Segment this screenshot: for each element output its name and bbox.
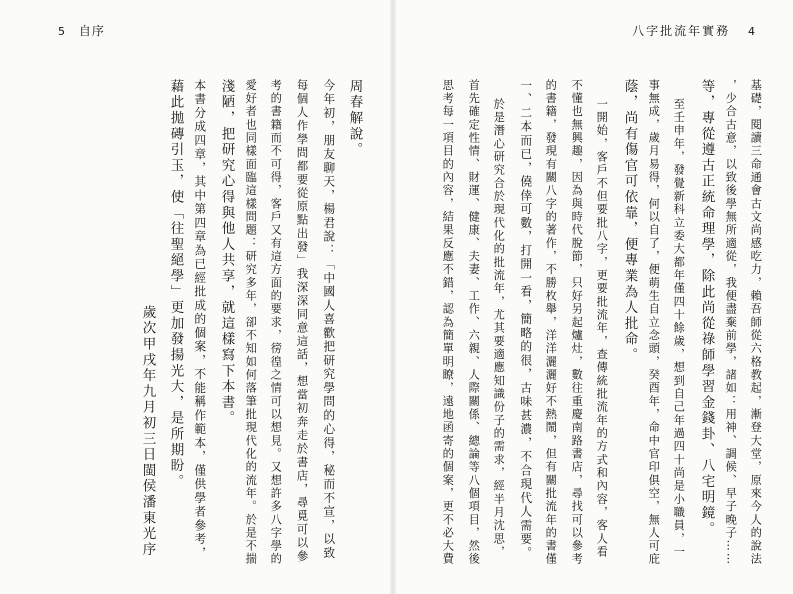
left-column-4: 考的書籍而不可得，客戶又有這方面的要求，徬徨之情可以想見。又想許多八字學的: [269, 79, 283, 567]
right-column-6: 蔭，尚有傷官可依靠，便專業為人批命。: [621, 79, 638, 364]
right-column-3: 等，專從遵古正統命理學，除此尚從祿師學習金錢卦、八宅明鏡。: [698, 79, 715, 538]
left-column-3: 每個人作學問都要從原點出發」我深深同意這話，想當初奔走於書店，尋覓可以參: [295, 79, 310, 564]
right-column-7: 一開始，客戶不但要批八字，更要批流年，查傳統批流年的方式和內容，客人看: [595, 98, 609, 559]
right-page: [396, 0, 793, 594]
left-column-1: 周春解說。: [346, 79, 363, 158]
right-column-4: 至壬申年，發覺新科立委大都年僅四十餘歲，想到自己年過四十尚是小職員，一: [672, 98, 686, 559]
signature-line: 歲次甲戌年九月初三日閩侯潘東光序: [139, 305, 156, 558]
right-column-10: 一、二本而已，僥倖可數，打開一看，簡略的很，古味甚濃，不合現代人需要。: [518, 79, 533, 561]
right-page-header: [632, 22, 755, 39]
right-column-8: 不懂也無興趣，因為與時代脫節，只好另起爐灶，數往重慶南路書店，尋找可以參考: [570, 79, 584, 567]
left-column-7: 本書分成四章，其中第四章為已經批成的個案，不能稱作範本，僅供學者參考，: [192, 79, 207, 561]
left-column-5: 愛好者也同樣面臨這樣問題：研究多年，卻不知如何落筆批現代化的流年。於是不揣: [244, 79, 258, 567]
left-column-8: 藉此拋磚引玉，使「往聖絕學」更加發揚光大，是所期盼。: [167, 79, 184, 490]
left-column-2: 今年初，朋友聊天，楊君說：「中國人喜歡把研究學問的心得，秘而不宣，以致: [321, 79, 336, 561]
right-column-2: ，少合古意，以致後學無所適從，我便盡棄前學，諸如：用神、調候、早子晚子……: [724, 79, 738, 567]
right-column-11: 於是潛心研究合於現代化的批流年，尤其要適應知識份子的需求，經半月沈思，: [492, 98, 506, 559]
right-page-number: 4: [748, 25, 755, 38]
right-column-1: 基礎，閱讀三命通會古文尚感吃力，賴吾師從六格教起，漸登大堂，原來今人的說法: [749, 79, 763, 567]
left-page-header: [58, 22, 105, 39]
right-column-9: 的書籍，發現有關八字的著作，不勝枚舉，洋洋灑灑好不熱鬧，但有關批流年的書僅: [544, 79, 558, 567]
left-column-6: 淺陋，把研究心得與他人共享，就這樣寫下本書。: [218, 79, 235, 427]
right-column-5: 事無成，歲月易得，何以自了，便萌生自立念頭，癸酉年，命中官印俱空，無人可庇: [647, 79, 661, 567]
left-page-number: 5: [58, 25, 65, 38]
right-running-title: 八字批流年實務: [632, 24, 731, 38]
right-column-13: 思考每一項目的內容，結果反應不錯，認為簡單明瞭，遠地函寄的個案，更不必大費: [441, 79, 455, 567]
right-column-12: 首先確定性情、財運、健康、夫妻、工作、六親、人際關係、總論等八個項目，然後: [467, 79, 481, 567]
left-page: [0, 0, 390, 594]
left-running-title: 自序: [78, 24, 105, 38]
